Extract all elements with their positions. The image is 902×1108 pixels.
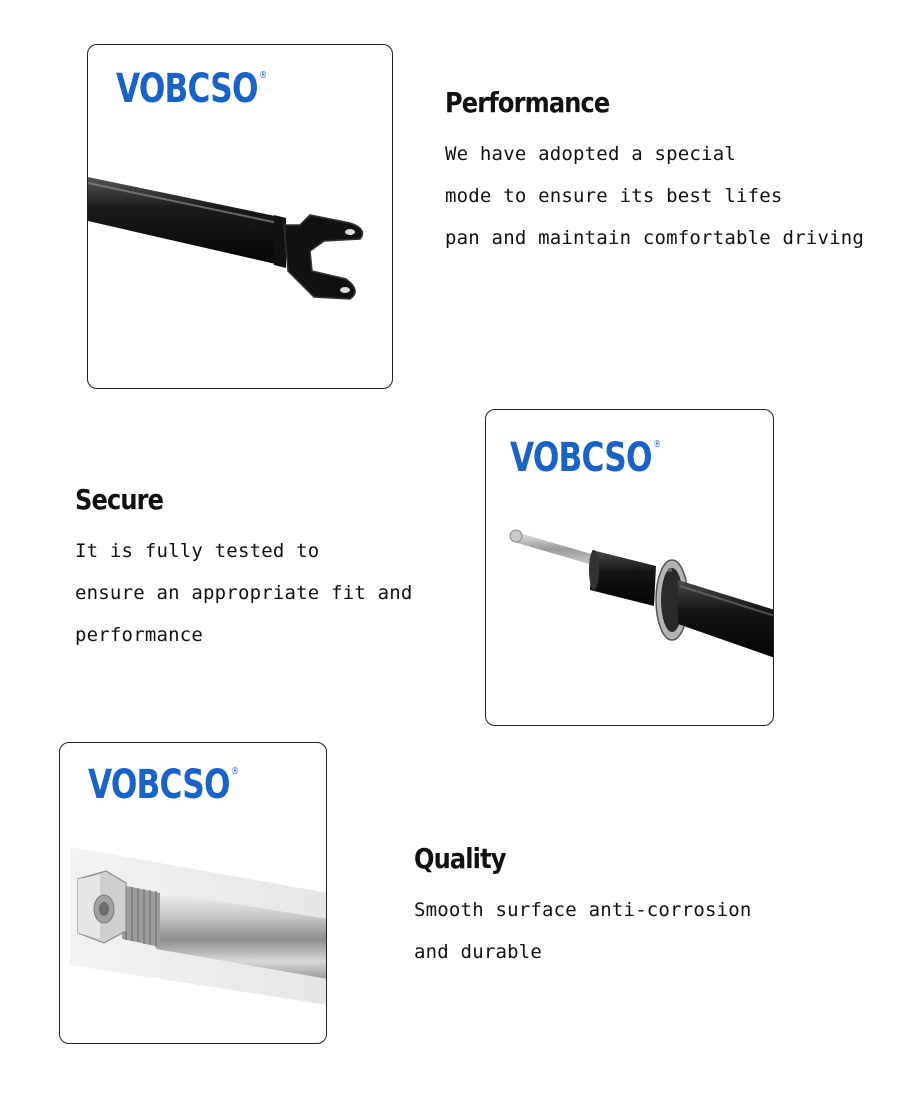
feature-title: Secure (75, 483, 164, 516)
brand-logo-text: VOBCSO (88, 762, 230, 808)
feature-title: Performance (445, 86, 610, 119)
feature-quality (414, 842, 752, 973)
registered-mark: ® (653, 439, 661, 450)
feature-line: performance (75, 624, 204, 646)
feature-line: pan and maintain comfortable driving (445, 227, 865, 249)
feature-line: mode to ensure its best lifes (445, 185, 783, 207)
registered-mark: ® (231, 766, 239, 777)
brand-logo-text: VOBCSO (116, 66, 258, 112)
feature-line: It is fully tested to (75, 540, 320, 562)
brand-logo-text: VOBCSO (510, 435, 652, 481)
shock-absorber-mount-image (486, 410, 774, 726)
feature-performance (445, 86, 864, 259)
feature-secure (75, 483, 413, 656)
shock-absorber-fork-image (88, 45, 393, 389)
feature-line: and durable (414, 941, 543, 963)
chrome-rod-nut-image (60, 743, 327, 1044)
product-image-card-fork (87, 44, 393, 389)
feature-line: Smooth surface anti-corrosion (414, 899, 752, 921)
registered-mark: ® (259, 70, 267, 81)
product-image-card-rod (59, 742, 327, 1044)
feature-title: Quality (414, 842, 506, 875)
feature-line: ensure an appropriate fit and (75, 582, 413, 604)
feature-line: We have adopted a special (445, 143, 736, 165)
product-image-card-mount (485, 409, 774, 726)
